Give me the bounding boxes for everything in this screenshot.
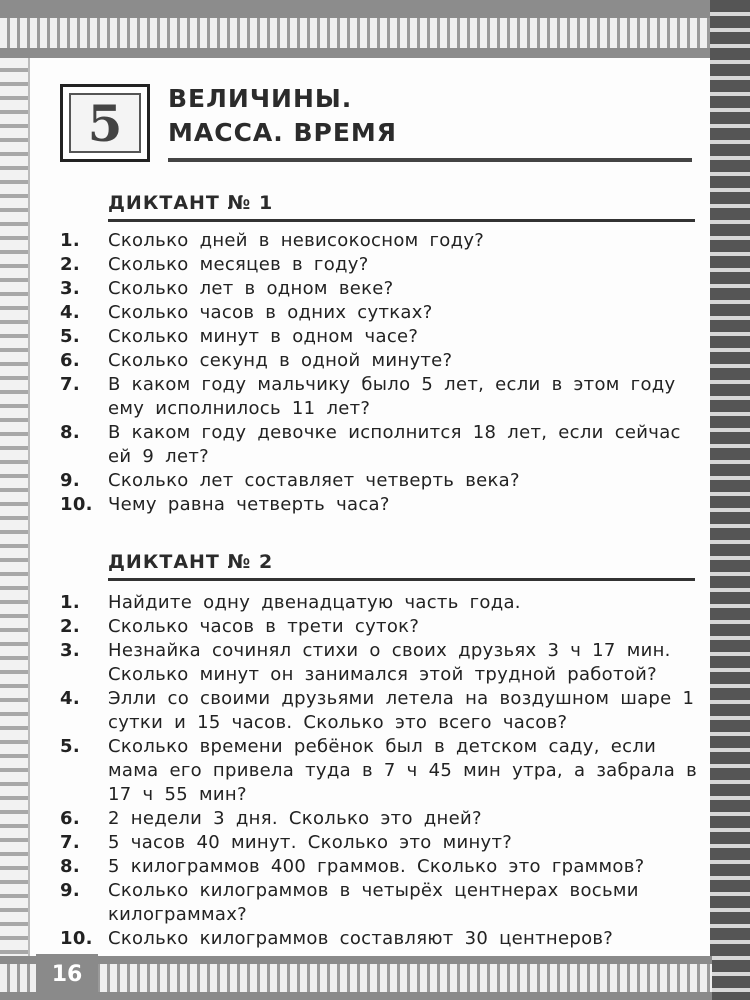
item-text: Сколько минут в одном часе? bbox=[108, 326, 419, 347]
list-item bbox=[60, 615, 700, 639]
item-number: 8. bbox=[60, 422, 80, 443]
list-item bbox=[60, 831, 700, 855]
dictation-1-heading: ДИКТАНТ № 1 bbox=[108, 192, 274, 214]
item-number: 2. bbox=[60, 254, 80, 275]
item-text: Сколько часов в трети суток? bbox=[108, 616, 420, 637]
list-item bbox=[60, 855, 700, 879]
item-text: 5 килограммов 400 граммов. Сколько это граммов? bbox=[108, 856, 645, 877]
list-item bbox=[60, 349, 700, 373]
item-text: Сколько килограммов составляют 30 центнеров? bbox=[108, 928, 614, 949]
item-number: 5. bbox=[60, 736, 80, 757]
dictation-2-list bbox=[60, 591, 700, 951]
item-number: 7. bbox=[60, 374, 80, 395]
list-item bbox=[60, 735, 700, 807]
page-number: 16 bbox=[36, 954, 98, 996]
item-text: Сколько дней в невисокосном году? bbox=[108, 230, 485, 251]
item-text: В каком году девочке исполнится 18 лет, если сейчас ей 9 лет? bbox=[108, 422, 681, 467]
item-number: 6. bbox=[60, 808, 80, 829]
list-item bbox=[60, 229, 700, 253]
item-text: Найдите одну двенадцатую часть года. bbox=[108, 592, 521, 613]
item-number: 4. bbox=[60, 302, 80, 323]
bottom-stripes bbox=[0, 964, 712, 992]
list-item bbox=[60, 927, 700, 951]
item-text: 2 недели 3 дня. Сколько это дней? bbox=[108, 808, 482, 829]
item-text: Сколько месяцев в году? bbox=[108, 254, 369, 275]
chapter-title-line-1: ВЕЛИЧИНЫ. bbox=[168, 84, 353, 113]
list-item bbox=[60, 687, 700, 735]
item-text: Сколько килограммов в четырёх центнерах восьми килограммах? bbox=[108, 880, 639, 925]
item-number: 4. bbox=[60, 688, 80, 709]
item-text: Элли со своими друзьями летела на воздушном шаре 1 сутки и 15 часов. Сколько это всего часов? bbox=[108, 688, 695, 733]
item-text: Сколько лет составляет четверть века? bbox=[108, 470, 520, 491]
item-number: 3. bbox=[60, 278, 80, 299]
list-item bbox=[60, 807, 700, 831]
item-text: В каком году мальчику было 5 лет, если в этом году ему исполнилось 11 лет? bbox=[108, 374, 676, 419]
chapter-title bbox=[168, 82, 397, 150]
list-item bbox=[60, 301, 700, 325]
list-item bbox=[60, 639, 700, 687]
list-item bbox=[60, 277, 700, 301]
list-item bbox=[60, 591, 700, 615]
item-text: Незнайка сочинял стихи о своих друзьях 3 ч 17 мин. Сколько минут он занимался этой трудной работой? bbox=[108, 640, 671, 685]
top-decorative-band bbox=[0, 0, 750, 58]
item-number: 2. bbox=[60, 616, 80, 637]
item-number: 8. bbox=[60, 856, 80, 877]
item-text: Чему равна четверть часа? bbox=[108, 494, 390, 515]
chapter-number-frame bbox=[69, 93, 141, 153]
chapter-number-box bbox=[60, 84, 150, 162]
dictation-2-rule bbox=[108, 578, 695, 581]
list-item bbox=[60, 253, 700, 277]
list-item bbox=[60, 469, 700, 493]
right-decorative-band bbox=[710, 0, 750, 1000]
list-item bbox=[60, 373, 700, 421]
bottom-decorative-band bbox=[0, 956, 712, 1000]
item-number: 9. bbox=[60, 470, 80, 491]
item-number: 10. bbox=[60, 928, 93, 949]
dictation-2-heading: ДИКТАНТ № 2 bbox=[108, 551, 274, 573]
item-number: 5. bbox=[60, 326, 80, 347]
list-item bbox=[60, 879, 700, 927]
list-item bbox=[60, 421, 700, 469]
item-text: Сколько времени ребёнок был в детском саду, если мама его привела туда в 7 ч 45 мин утра, а забрала в 17 ч 55 мин? bbox=[108, 736, 698, 805]
dictation-1-list bbox=[60, 229, 700, 517]
dictation-1-rule bbox=[108, 219, 695, 222]
item-text: Сколько секунд в одной минуте? bbox=[108, 350, 453, 371]
item-number: 10. bbox=[60, 494, 93, 515]
item-text: Сколько лет в одном веке? bbox=[108, 278, 394, 299]
item-text: Сколько часов в одних сутках? bbox=[108, 302, 433, 323]
left-decorative-band bbox=[0, 58, 30, 966]
top-stripes bbox=[0, 18, 712, 48]
chapter-number: 5 bbox=[87, 94, 123, 153]
list-item bbox=[60, 493, 700, 517]
item-number: 1. bbox=[60, 592, 80, 613]
item-number: 1. bbox=[60, 230, 80, 251]
chapter-title-line-2: МАССА. ВРЕМЯ bbox=[168, 118, 398, 147]
list-item bbox=[60, 325, 700, 349]
item-text: 5 часов 40 минут. Сколько это минут? bbox=[108, 832, 513, 853]
chapter-title-rule bbox=[168, 158, 692, 162]
item-number: 9. bbox=[60, 880, 80, 901]
item-number: 7. bbox=[60, 832, 80, 853]
item-number: 3. bbox=[60, 640, 80, 661]
item-number: 6. bbox=[60, 350, 80, 371]
